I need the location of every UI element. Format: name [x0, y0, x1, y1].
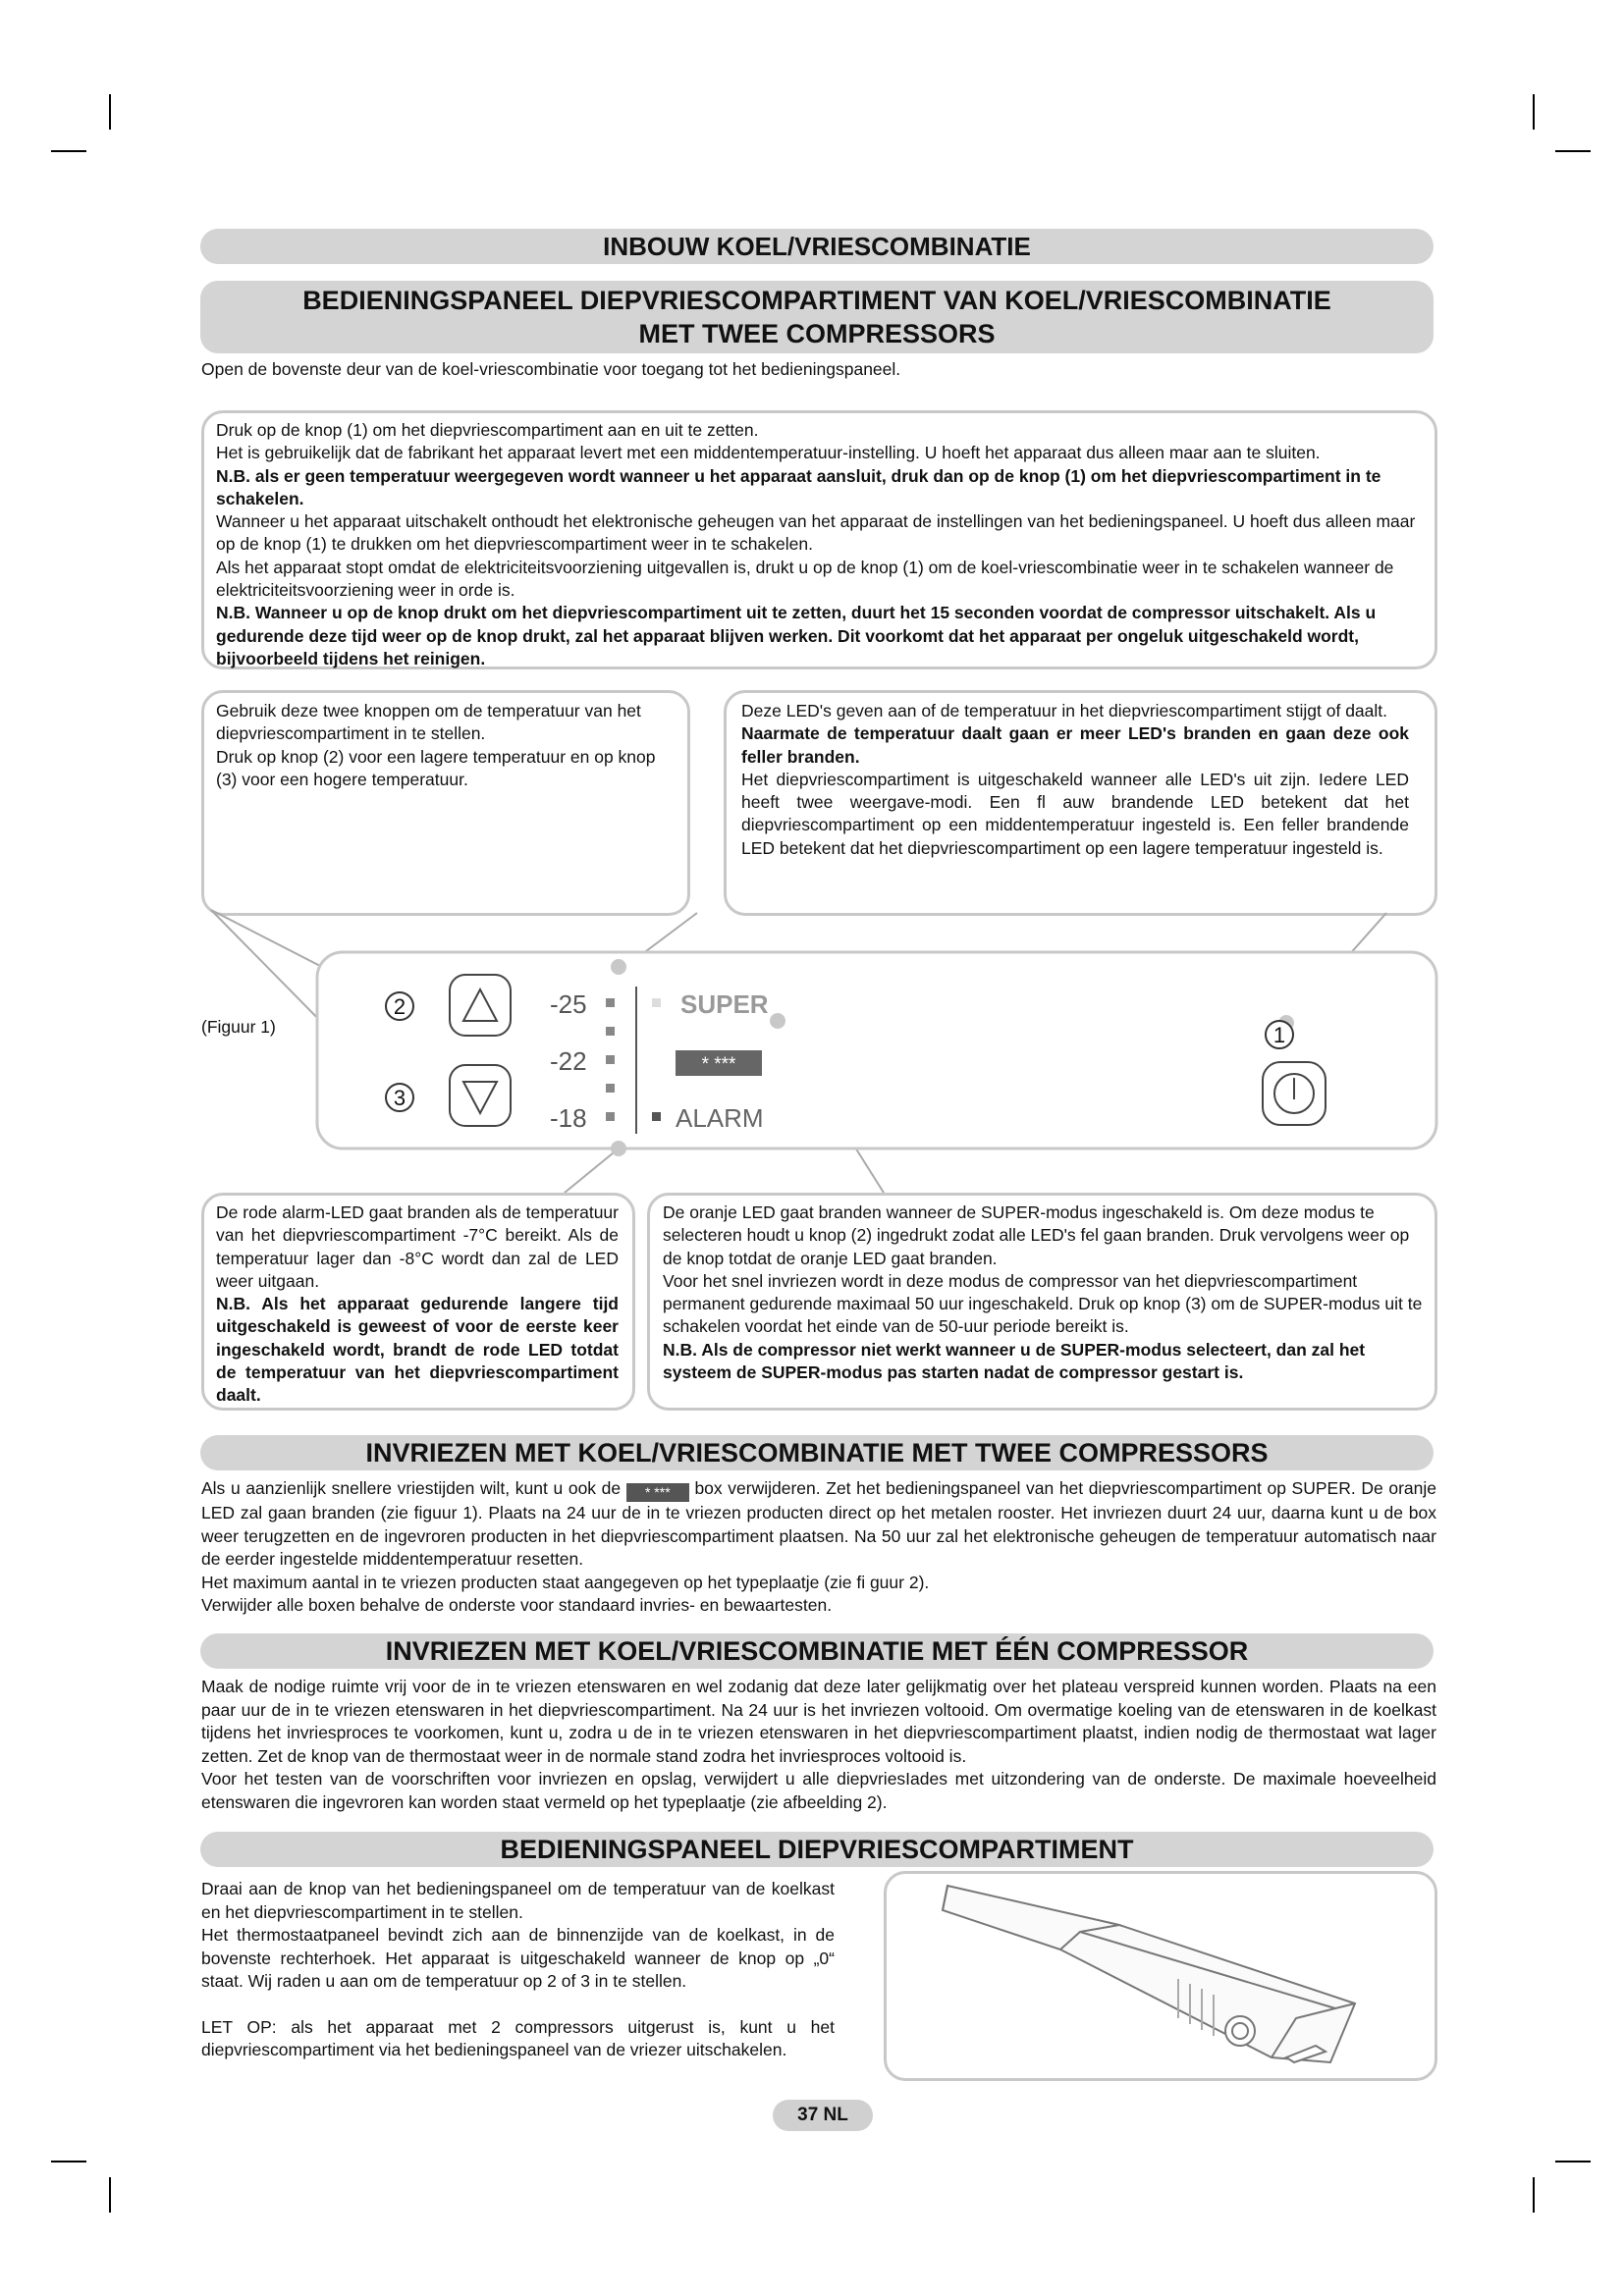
buttons-info-text: Gebruik deze twee knoppen om de temperatuur van het diepvriescompartiment in te stellen. Druk op knop (2) voor een lagere temperatuur en op knop (3) voor een hogere temperatuur. — [216, 701, 656, 789]
led — [606, 1055, 615, 1064]
section-title-one-compressor: INVRIEZEN MET KOEL/VRIESCOMBINATIE MET ÉÉN COMPRESSOR — [200, 1633, 1434, 1669]
leds-info-text: Deze LED's geven aan of de temperatuur in het diepvriescompartiment stijgt of daalt. Naarmate de temperatuur daalt gaan er meer LED's branden en gaan deze ook feller branden. Het diepvriescompartiment is uitgeschakeld wanneer alle LED's uit zijn. Iedere LED heeft twee weergave-modi. Een fl auw brandende LED betekent dat het diepvriescompartiment op een middentemperatuur ingesteld is. Een feller brandende LED betekent dat het diepvriescompartiment op een lagere temperatuur ingesteld is. — [741, 701, 1409, 858]
super-info-text: De oranje LED gaat branden wanneer de SUPER-modus ingeschakeld is. Om deze modus te selecteren houdt u knop (2) ingedrukt zodat alle LED's fel gaan branden. Druk vervolgens weer op de knop totdat de oranje LED gaat branden. Voor het snel invriezen wordt in deze modus de compressor van het diepvriescompartiment permanent gedurende maximaal 50 uur ingeschakeld. Druk op knop (3) om de SUPER-modus uit te schakelen voordat het einde van de 50-uur periode bereikt is. N.B. Als de compressor niet werkt wanneer u de SUPER-modus selecteert, dan zal het systeem de SUPER-modus pas starten nadat de compressor gestart is. — [663, 1202, 1423, 1383]
section-title-line2: MET TWEE COMPRESSORS — [638, 319, 996, 348]
thermostat-illustration — [884, 1871, 1437, 2081]
temp-up-button[interactable] — [450, 1065, 511, 1126]
label-1: 1 — [1272, 1023, 1286, 1047]
power-info-text: Druk op de knop (1) om het diepvriescompartiment aan en uit te zetten. Het is gebruikelijk dat de fabrikant het apparaat levert met een middentemperatuur-instelling. U hoeft het apparaat dus alleen maar aan te sluiten. N.B. als er geen temperatuur weergegeven wordt wanneer u het apparaat aansluit, druk dan op de knop (1) om het diepvriescompartiment in te schakelen. Wanneer u het apparaat uitschakelt onthoudt het elektronische geheugen van het apparaat de instellingen van het bedieningspaneel. U hoeft dus alleen maar op de knop (1) te drukken om het diepvriescompartiment weer in te schakelen. Als het apparaat stopt omdat de elektriciteitsvoorziening uitgevallen is, drukt u op de knop (1) om de koel-vriescombinatie weer in te schakelen wanneer de elektriciteitsvoorziening weer in orde is. N.B. Wanneer u op de knop drukt om het diepvriescompartiment uit te zetten, duurt het 15 seconden voordat de compressor uitschakelt. Als u gedurende deze tijd weer op de knop drukt, zal het apparaat blijven werken. Dit voorkomt dat het apparaat per ongeluk uitgeschakeld wordt, bijvoorbeeld tijdens het reinigen. — [216, 420, 1416, 668]
alarm-led — [652, 1112, 661, 1121]
freezer-box-inline-icon: * *** — [626, 1483, 689, 1502]
led — [606, 998, 615, 1007]
section-title-freezer-panel: BEDIENINGSPANEEL DIEPVRIESCOMPARTIMENT — [200, 1832, 1434, 1867]
page-title: INBOUW KOEL/VRIESCOMBINATIE — [200, 229, 1434, 264]
temp-down-button[interactable] — [450, 975, 511, 1036]
page-number: 37 NL — [773, 2100, 873, 2131]
led — [606, 1084, 615, 1093]
crop-mark — [109, 2177, 111, 2213]
label-3: 3 — [393, 1086, 406, 1110]
temp-label-25: -25 — [550, 989, 587, 1019]
freezer-box-icon-symbol: * *** — [701, 1054, 736, 1075]
figure-caption: (Figuur 1) — [201, 1017, 276, 1037]
alarm-info-text: De rode alarm-LED gaat branden als de temperatuur van het diepvriescompartiment -7°C bereikt. Als de temperatuur lager dan -8°C wordt dan zal de LED weer uitgaan. N.B. Als het apparaat gedurende langere tijd uitgeschakeld is geweest of voor de eerste keer ingeschakeld wordt, brandt de rode LED totdat de temperatuur van het diepvriescompartiment daalt. — [216, 1202, 619, 1406]
freezer-panel-text: Draai aan de knop van het bedieningspaneel om de temperatuur van de koelkast en het diepvriescompartiment in te stellen. Het thermostaatpaneel bevindt zich aan de binnenzijde van de koelkast, in de bovenste rechterhoek. Het apparaat is uitgeschakeld wanneer de knop op „0“ staat. Wij raden u aan om de temperatuur op 2 of 3 in te stellen. LET OP: als het apparaat met 2 compressors uitgerust is, kunt u het diepvriescompartiment via het bedieningspaneel van de vriezer uitschakelen. — [201, 1879, 835, 2059]
section-title-two-compressors: INVRIEZEN MET KOEL/VRIESCOMBINATIE MET TWEE COMPRESSORS — [200, 1435, 1434, 1470]
super-label: SUPER — [680, 989, 769, 1019]
two-compressors-text: Als u aanzienlijk snellere vriestijden wilt, kunt u ook de * *** box verwijderen. Zet het bedieningspaneel van het diepvriescompartiment op SUPER. De oranje LED zal gaan branden (zie figuur 1). Plaats na 24 uur de in te vriezen producten direct op het metalen rooster. Het invriezen duurt 24 uur, daarna kunt u de box weer terugzetten en de ingevroren producten in het diepvriescompartiment plaatsen. Na 50 uur zal het elektronische geheugen de temperatuur automatisch naar de eerder ingestelde middentemperatuur resetten. Het maximum aantal in te vriezen producten staat aangegeven op het typeplaatje (zie fi guur 2). Verwijder alle boxen behalve de onderste voor standaard invries- en bewaartesten. — [201, 1478, 1436, 1615]
alarm-label: ALARM — [676, 1103, 764, 1133]
led — [606, 1112, 615, 1121]
callout-dot — [770, 1013, 785, 1029]
callout-dot — [611, 1141, 626, 1156]
callout-dot — [611, 959, 626, 975]
super-led — [652, 998, 661, 1007]
crop-mark — [51, 2161, 86, 2163]
crop-mark — [1555, 2161, 1591, 2163]
crop-mark — [1533, 2177, 1535, 2213]
temp-label-18: -18 — [550, 1103, 587, 1133]
label-2: 2 — [393, 994, 406, 1019]
intro-text: Open de bovenste deur van de koel-vriescombinatie voor toegang tot het bedieningspaneel. — [201, 359, 901, 379]
temp-label-22: -22 — [550, 1046, 587, 1076]
led — [606, 1027, 615, 1036]
section-title-line1: BEDIENINGSPANEEL DIEPVRIESCOMPARTIMENT VAN KOEL/VRIESCOMBINATIE — [302, 286, 1331, 315]
one-compressor-text: Maak de nodige ruimte vrij voor de in te vriezen etenswaren en wel zodanig dat deze later gelijkmatig over het plateau verspreid kunnen worden. Plaats na een paar uur de in te vriezen etenswaren in het diepvriescompartiment. Na 24 uur is het invriezen voltooid. Om overmatige koeling van de etenswaren in de koelkast tijdens het invriesproces te voorkomen, kunt u, zodra u de in te vriezen etenswaren in het diepvriescompartiment plaatst, indien nodig de thermostaat wat lager zetten. Zet de knop van de thermostaat weer in de normale stand zodra het invriesproces voltooid is. Voor het testen van de voorschriften voor invriezen en opslag, verwijdert u alle diepvriesIades met uitzondering van de onderste. De maximale hoeveelheid etenswaren die ingevroren kan worden staat vermeld op het typeplaatje (zie afbeelding 2). — [201, 1677, 1436, 1812]
